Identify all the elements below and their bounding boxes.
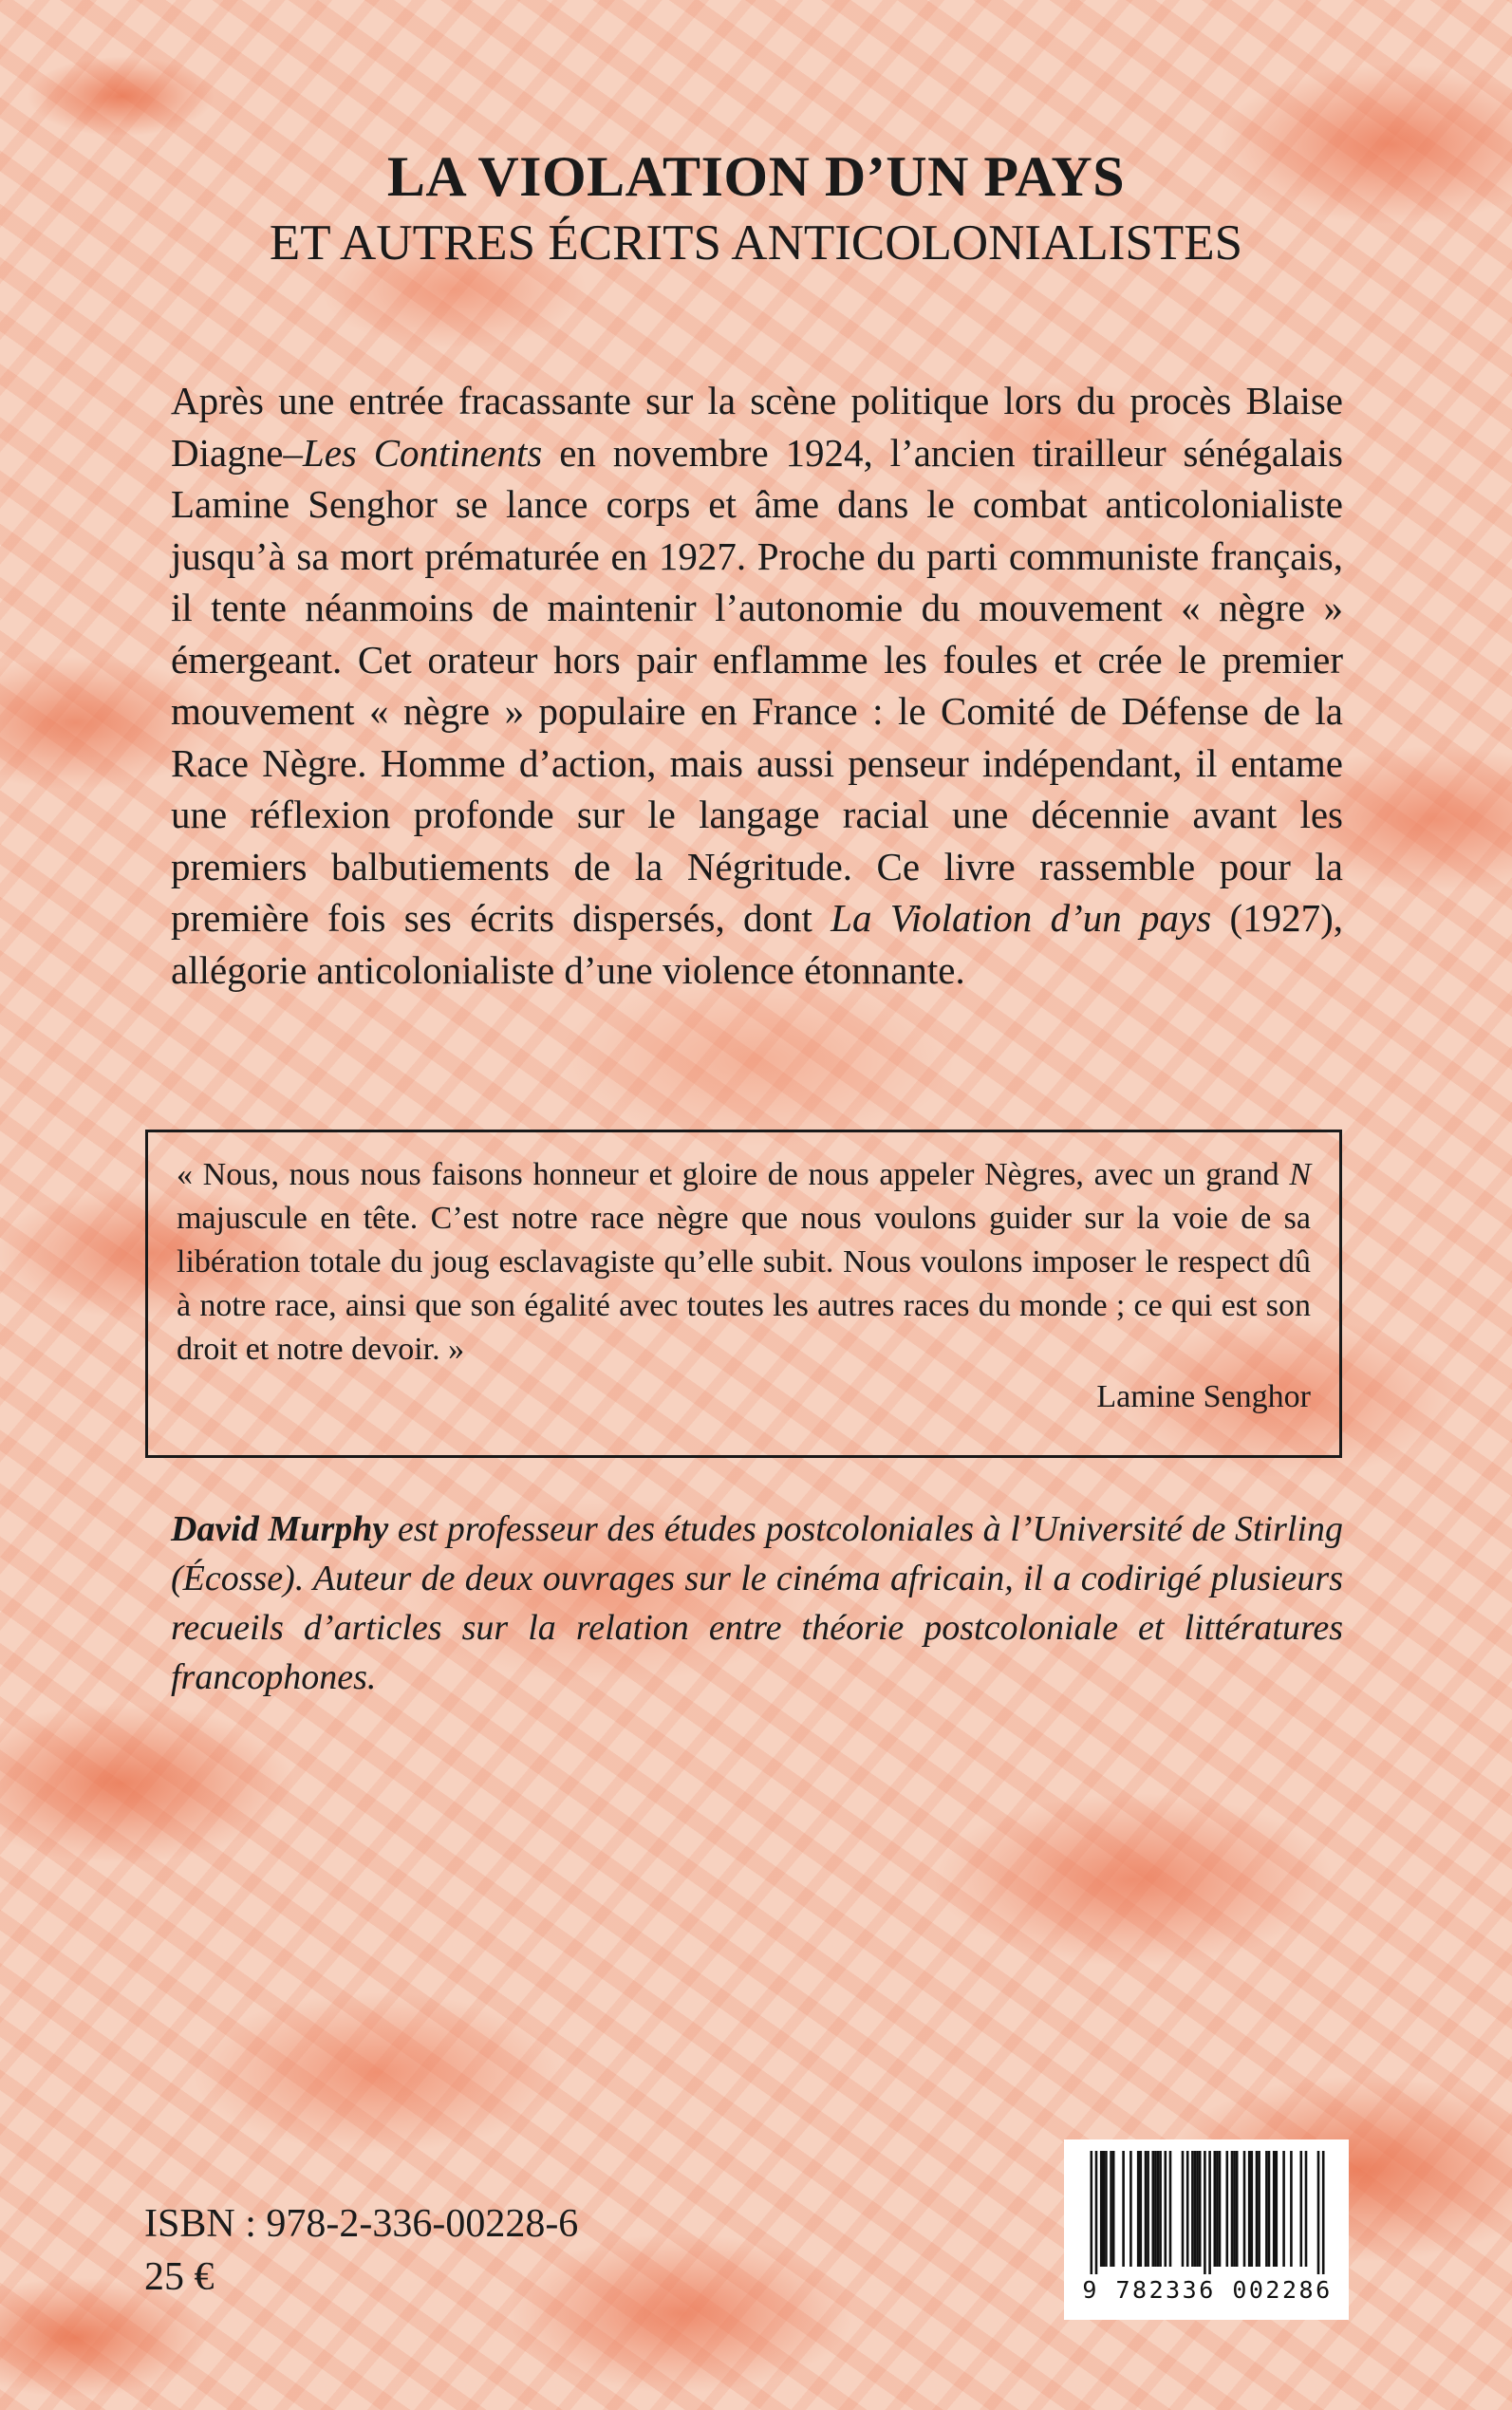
barcode-bar bbox=[1145, 2151, 1148, 2267]
barcode-bar bbox=[1140, 2151, 1143, 2267]
barcode-bar bbox=[1282, 2151, 1285, 2267]
barcode-bar bbox=[1147, 2151, 1149, 2267]
barcode-bar bbox=[1251, 2151, 1254, 2267]
barcode-bar bbox=[1152, 2151, 1155, 2267]
barcode-bar bbox=[1219, 2151, 1222, 2267]
price: 25 € bbox=[144, 2255, 215, 2299]
barcode-bar bbox=[1322, 2151, 1325, 2274]
barcode-bar bbox=[1243, 2151, 1246, 2267]
quote-box bbox=[145, 1130, 1342, 1458]
blurb-text-2: en novembre 1924, l’ancien tirailleur sénégalais Lamine Senghor se lance corps et âme dans le combat anticolonialiste jusqu’à sa mort prématurée en 1927. Proche du parti communiste français, il tente néanmoins de maintenir l’autonomie du mouvement « nègre » émergeant. Cet orateur hors pair enflamme les foules et crée le premier mouvement « nègre » populaire en France : le Comité de Défense de la Race Nègre. Homme d’action, mais aussi penseur indépendant, il entame une réflexion profonde sur le langage racial une décennie avant les premiers balbutiements de la Négritude. Ce livre rassemble pour la première fois ses écrits dispersés, dont bbox=[171, 430, 1343, 940]
barcode-bar bbox=[1258, 2151, 1260, 2267]
barcode-bar bbox=[1208, 2151, 1211, 2274]
quote-text-1: « Nous, nous nous faisons honneur et gloire de nous appeler Nègres, avec un grand bbox=[177, 1157, 1290, 1192]
barcode-bar bbox=[1276, 2151, 1279, 2267]
author-bio bbox=[171, 1504, 1343, 1702]
author-name: David Murphy bbox=[171, 1509, 389, 1549]
barcode-bar bbox=[1103, 2151, 1106, 2267]
isbn: ISBN : 978-2-336-00228-6 bbox=[144, 2202, 579, 2246]
barcode-bar bbox=[1154, 2151, 1157, 2267]
title-block bbox=[0, 142, 1512, 273]
barcode-bar bbox=[1265, 2151, 1268, 2267]
blurb-italic-1: Les Continents bbox=[302, 430, 543, 475]
barcode-bar bbox=[1236, 2151, 1239, 2267]
barcode-bar bbox=[1129, 2151, 1132, 2267]
barcode-bar bbox=[1305, 2151, 1308, 2267]
barcode-bar bbox=[1159, 2151, 1162, 2267]
barcode-bars bbox=[1073, 2151, 1341, 2274]
barcode-bar bbox=[1300, 2151, 1303, 2267]
barcode-bar bbox=[1233, 2151, 1236, 2267]
author-bio-text: est professeur des études postcoloniales à l’Université de Stirling (Écosse). Auteur de deux ouvrages sur le cinéma africain, il a codirigé plusieurs recueils d’articles sur la relation entre théorie postcoloniale et littératures francophones. bbox=[171, 1509, 1344, 1697]
barcode-bar bbox=[1169, 2151, 1172, 2267]
barcode-bar bbox=[1122, 2151, 1125, 2267]
quote-text bbox=[177, 1153, 1311, 1372]
barcode-bar bbox=[1199, 2151, 1202, 2267]
barcode-bar bbox=[1182, 2151, 1185, 2267]
quote-italic: N bbox=[1289, 1157, 1311, 1192]
barcode-bar bbox=[1248, 2151, 1251, 2267]
quote-text-2: majuscule en tête. C’est notre race nègre que nous voulons guider sur la voie de sa libération totale du joug esclavagiste qu’elle subit. Nous voulons imposer le respect dû à notre race, ainsi que son égalité avec toutes les autres races du monde ; ce qui est son droit et notre devoir. » bbox=[177, 1201, 1311, 1367]
book-subtitle: ET AUTRES ÉCRITS ANTICOLONIALISTES bbox=[269, 215, 1243, 271]
barcode bbox=[1064, 2139, 1349, 2320]
barcode-bar bbox=[1194, 2151, 1197, 2267]
barcode-bar bbox=[1216, 2151, 1219, 2267]
barcode-bar bbox=[1226, 2151, 1229, 2267]
barcode-bar bbox=[1317, 2151, 1320, 2274]
quote-author: Lamine Senghor bbox=[1096, 1379, 1311, 1414]
barcode-bar bbox=[1110, 2151, 1112, 2267]
barcode-number: 9 782336 002286 bbox=[1082, 2276, 1333, 2304]
barcode-bar bbox=[1204, 2151, 1206, 2274]
book-title: LA VIOLATION D’UN PAYS bbox=[386, 145, 1126, 208]
barcode-bar bbox=[1157, 2151, 1160, 2267]
barcode-bar bbox=[1191, 2151, 1194, 2267]
barcode-bar bbox=[1231, 2151, 1234, 2267]
blurb-paragraph bbox=[171, 375, 1343, 996]
blurb-text-3: (1927), allégorie anticolonialiste d’une violence étonnante. bbox=[171, 896, 1344, 992]
barcode-bar bbox=[1137, 2151, 1140, 2267]
barcode-bar bbox=[1165, 2151, 1167, 2267]
blurb-italic-2: La Violation d’un pays bbox=[831, 896, 1212, 940]
barcode-bar bbox=[1268, 2151, 1271, 2267]
blurb-text-1: Après une entrée fracassante sur la scène politique lors du procès Blaise Diagne– bbox=[171, 379, 1343, 475]
barcode-bar bbox=[1196, 2151, 1199, 2267]
barcode-bar bbox=[1112, 2151, 1115, 2267]
barcode-bar bbox=[1256, 2151, 1259, 2267]
barcode-bar bbox=[1105, 2151, 1108, 2267]
barcode-bar bbox=[1214, 2151, 1217, 2267]
barcode-bar bbox=[1100, 2151, 1103, 2267]
barcode-bar bbox=[1095, 2151, 1098, 2274]
barcode-bar bbox=[1290, 2151, 1293, 2267]
barcode-bar bbox=[1273, 2151, 1276, 2267]
barcode-bar bbox=[1091, 2151, 1093, 2274]
barcode-bar bbox=[1186, 2151, 1189, 2267]
